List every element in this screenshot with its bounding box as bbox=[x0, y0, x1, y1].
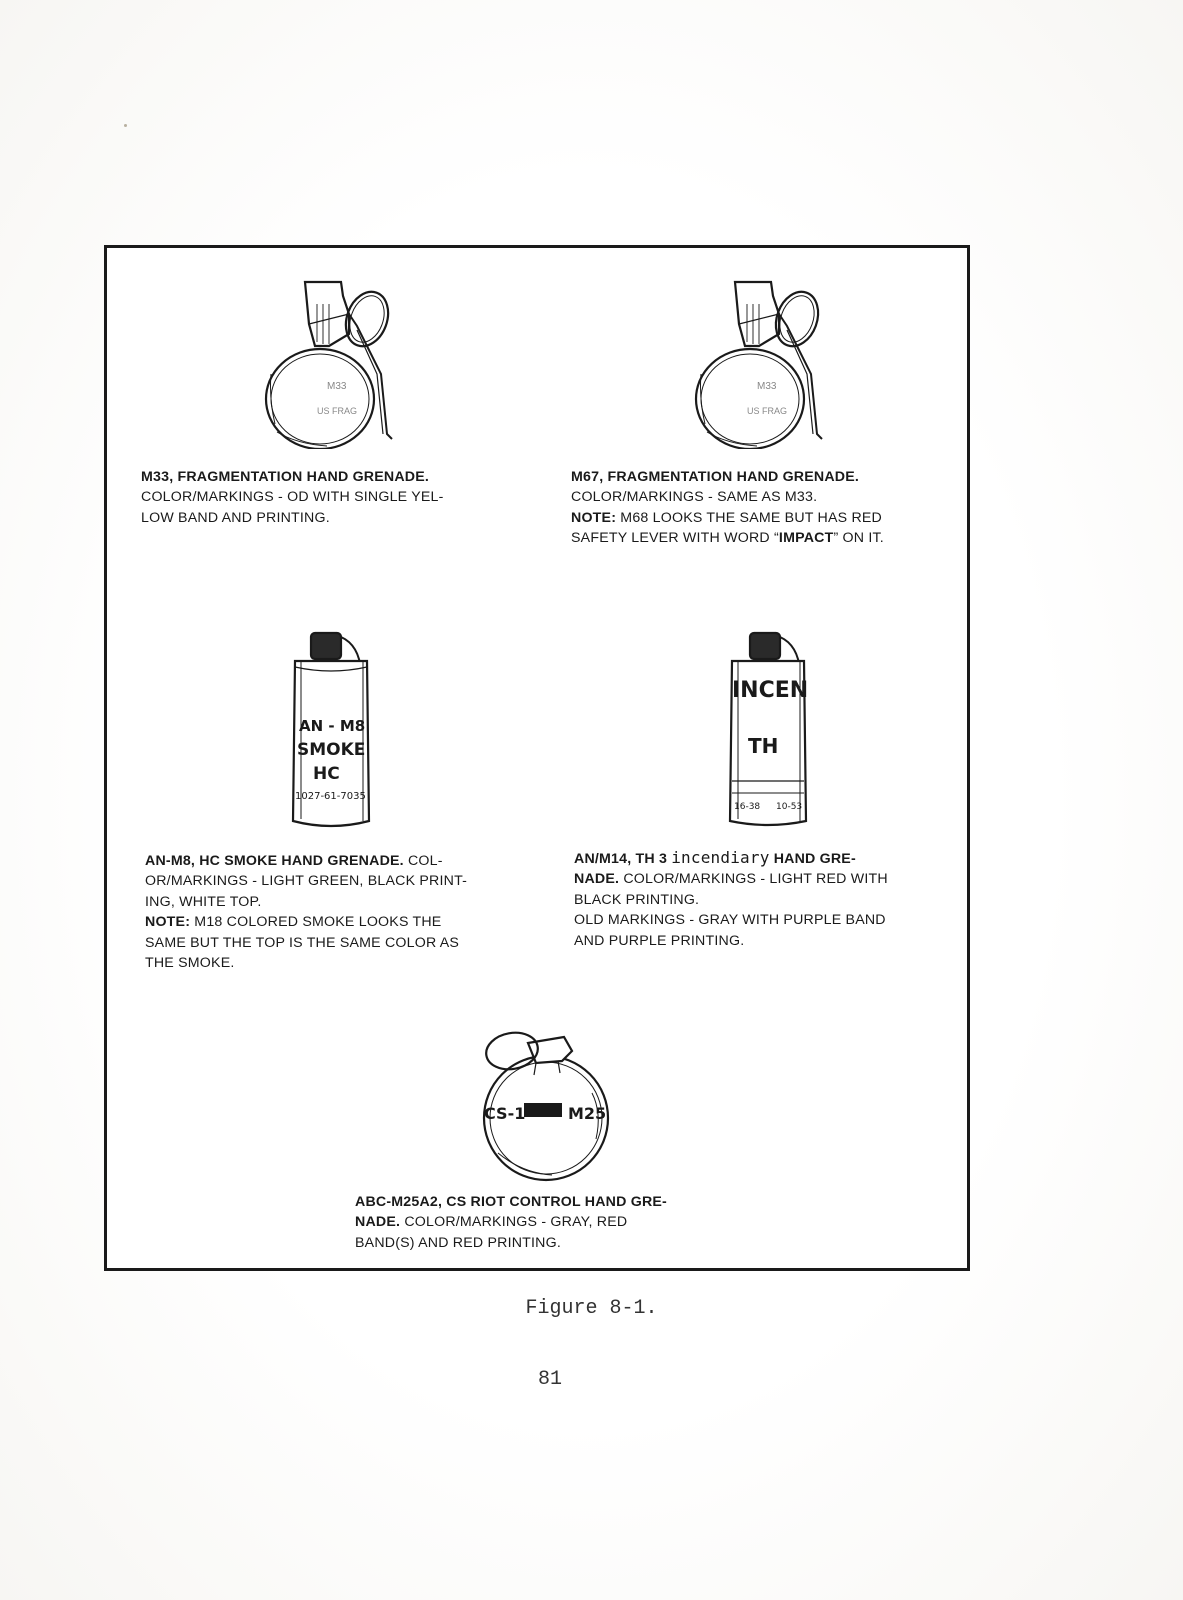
caption-line: M68 LOOKS THE SAME BUT HAS RED bbox=[620, 509, 883, 526]
ball-marking: M25 bbox=[568, 1104, 607, 1123]
canister-marking: 10-53 bbox=[776, 802, 803, 812]
caption-line: ” ON IT. bbox=[833, 530, 884, 547]
caption-line: M18 COLORED SMOKE LOOKS THE bbox=[194, 914, 442, 931]
m67-grenade-illustration bbox=[687, 274, 837, 449]
note-label: NOTE: bbox=[571, 509, 617, 526]
caption-line: COLOR/MARKINGS - GRAY, RED bbox=[404, 1214, 628, 1231]
caption-line: LOW BAND AND PRINTING. bbox=[141, 509, 330, 526]
caption-line: COLOR/MARKINGS - LIGHT RED WITH bbox=[623, 871, 888, 888]
caption-line: SAME BUT THE TOP IS THE SAME COLOR AS bbox=[145, 934, 460, 951]
abc-m25a2-title-end: NADE. bbox=[355, 1214, 401, 1231]
canister-marking: 16-38 bbox=[734, 802, 761, 812]
canister-marking: HC bbox=[313, 764, 340, 784]
canister-marking: 1027-61-7035 bbox=[295, 791, 366, 802]
m67-caption bbox=[571, 467, 961, 549]
an-m8-caption bbox=[145, 851, 531, 973]
abc-m25a2-title: ABC-M25A2, CS RIOT CONTROL HAND GRE- bbox=[355, 1194, 667, 1210]
figure-label: Figure 8-1. bbox=[525, 1297, 658, 1320]
incendiary-word: incendiary bbox=[671, 848, 770, 867]
abc-m25a2-riot-grenade-illustration bbox=[472, 1023, 622, 1183]
caption-line: BAND(S) AND RED PRINTING. bbox=[355, 1234, 562, 1251]
grenade-body-marking: US FRAG bbox=[747, 406, 788, 416]
m33-grenade-illustration bbox=[257, 274, 407, 449]
canister-marking: AN - M8 bbox=[299, 717, 366, 735]
m33-caption bbox=[141, 467, 527, 528]
grenade-body-marking: US FRAG bbox=[317, 406, 358, 416]
caption-line: SAFETY LEVER WITH WORD “ bbox=[571, 530, 779, 547]
scan-speck bbox=[124, 124, 127, 127]
note-label: NOTE: bbox=[145, 914, 191, 931]
an-m8-smoke-canister-illustration bbox=[287, 631, 377, 831]
caption-line: OLD MARKINGS - GRAY WITH PURPLE BAND bbox=[574, 912, 886, 929]
grenade-body-marking: M33 bbox=[327, 381, 347, 392]
caption-line: ING, WHITE TOP. bbox=[145, 893, 262, 910]
caption-line: OR/MARKINGS - LIGHT GREEN, BLACK PRINT- bbox=[145, 873, 468, 890]
page-number: 81 bbox=[537, 1368, 562, 1391]
caption-line: COL- bbox=[407, 853, 443, 869]
caption-line: COLOR/MARKINGS - OD WITH SINGLE YEL- bbox=[141, 489, 444, 506]
an-m14-title-end: NADE. bbox=[574, 871, 620, 888]
grenade-body-marking: M33 bbox=[757, 381, 777, 392]
an-m14-caption bbox=[574, 848, 964, 951]
an-m14-title-tail: HAND GRE- bbox=[773, 851, 856, 867]
figure-frame bbox=[104, 245, 970, 1271]
caption-line: AND PURPLE PRINTING. bbox=[574, 932, 745, 949]
canister-marking: TH bbox=[748, 734, 779, 758]
caption-line: BLACK PRINTING. bbox=[574, 891, 700, 908]
caption-line: COLOR/MARKINGS - SAME AS M33. bbox=[571, 489, 818, 506]
an-m8-title: AN-M8, HC SMOKE HAND GRENADE. bbox=[145, 853, 404, 869]
an-m14-incendiary-canister-illustration bbox=[724, 631, 814, 831]
m67-title: M67, FRAGMENTATION HAND GRENADE. bbox=[571, 469, 860, 485]
canister-marking: SMOKE bbox=[297, 740, 366, 760]
caption-line: THE SMOKE. bbox=[145, 955, 235, 972]
ball-marking: CS-1 bbox=[484, 1104, 526, 1123]
an-m14-title: AN/M14, TH 3 bbox=[574, 851, 668, 867]
canister-marking: INCEN bbox=[732, 678, 809, 703]
abc-m25a2-caption bbox=[355, 1192, 741, 1253]
impact-word: IMPACT bbox=[778, 530, 834, 547]
m33-title: M33, FRAGMENTATION HAND GRENADE. bbox=[141, 469, 430, 485]
